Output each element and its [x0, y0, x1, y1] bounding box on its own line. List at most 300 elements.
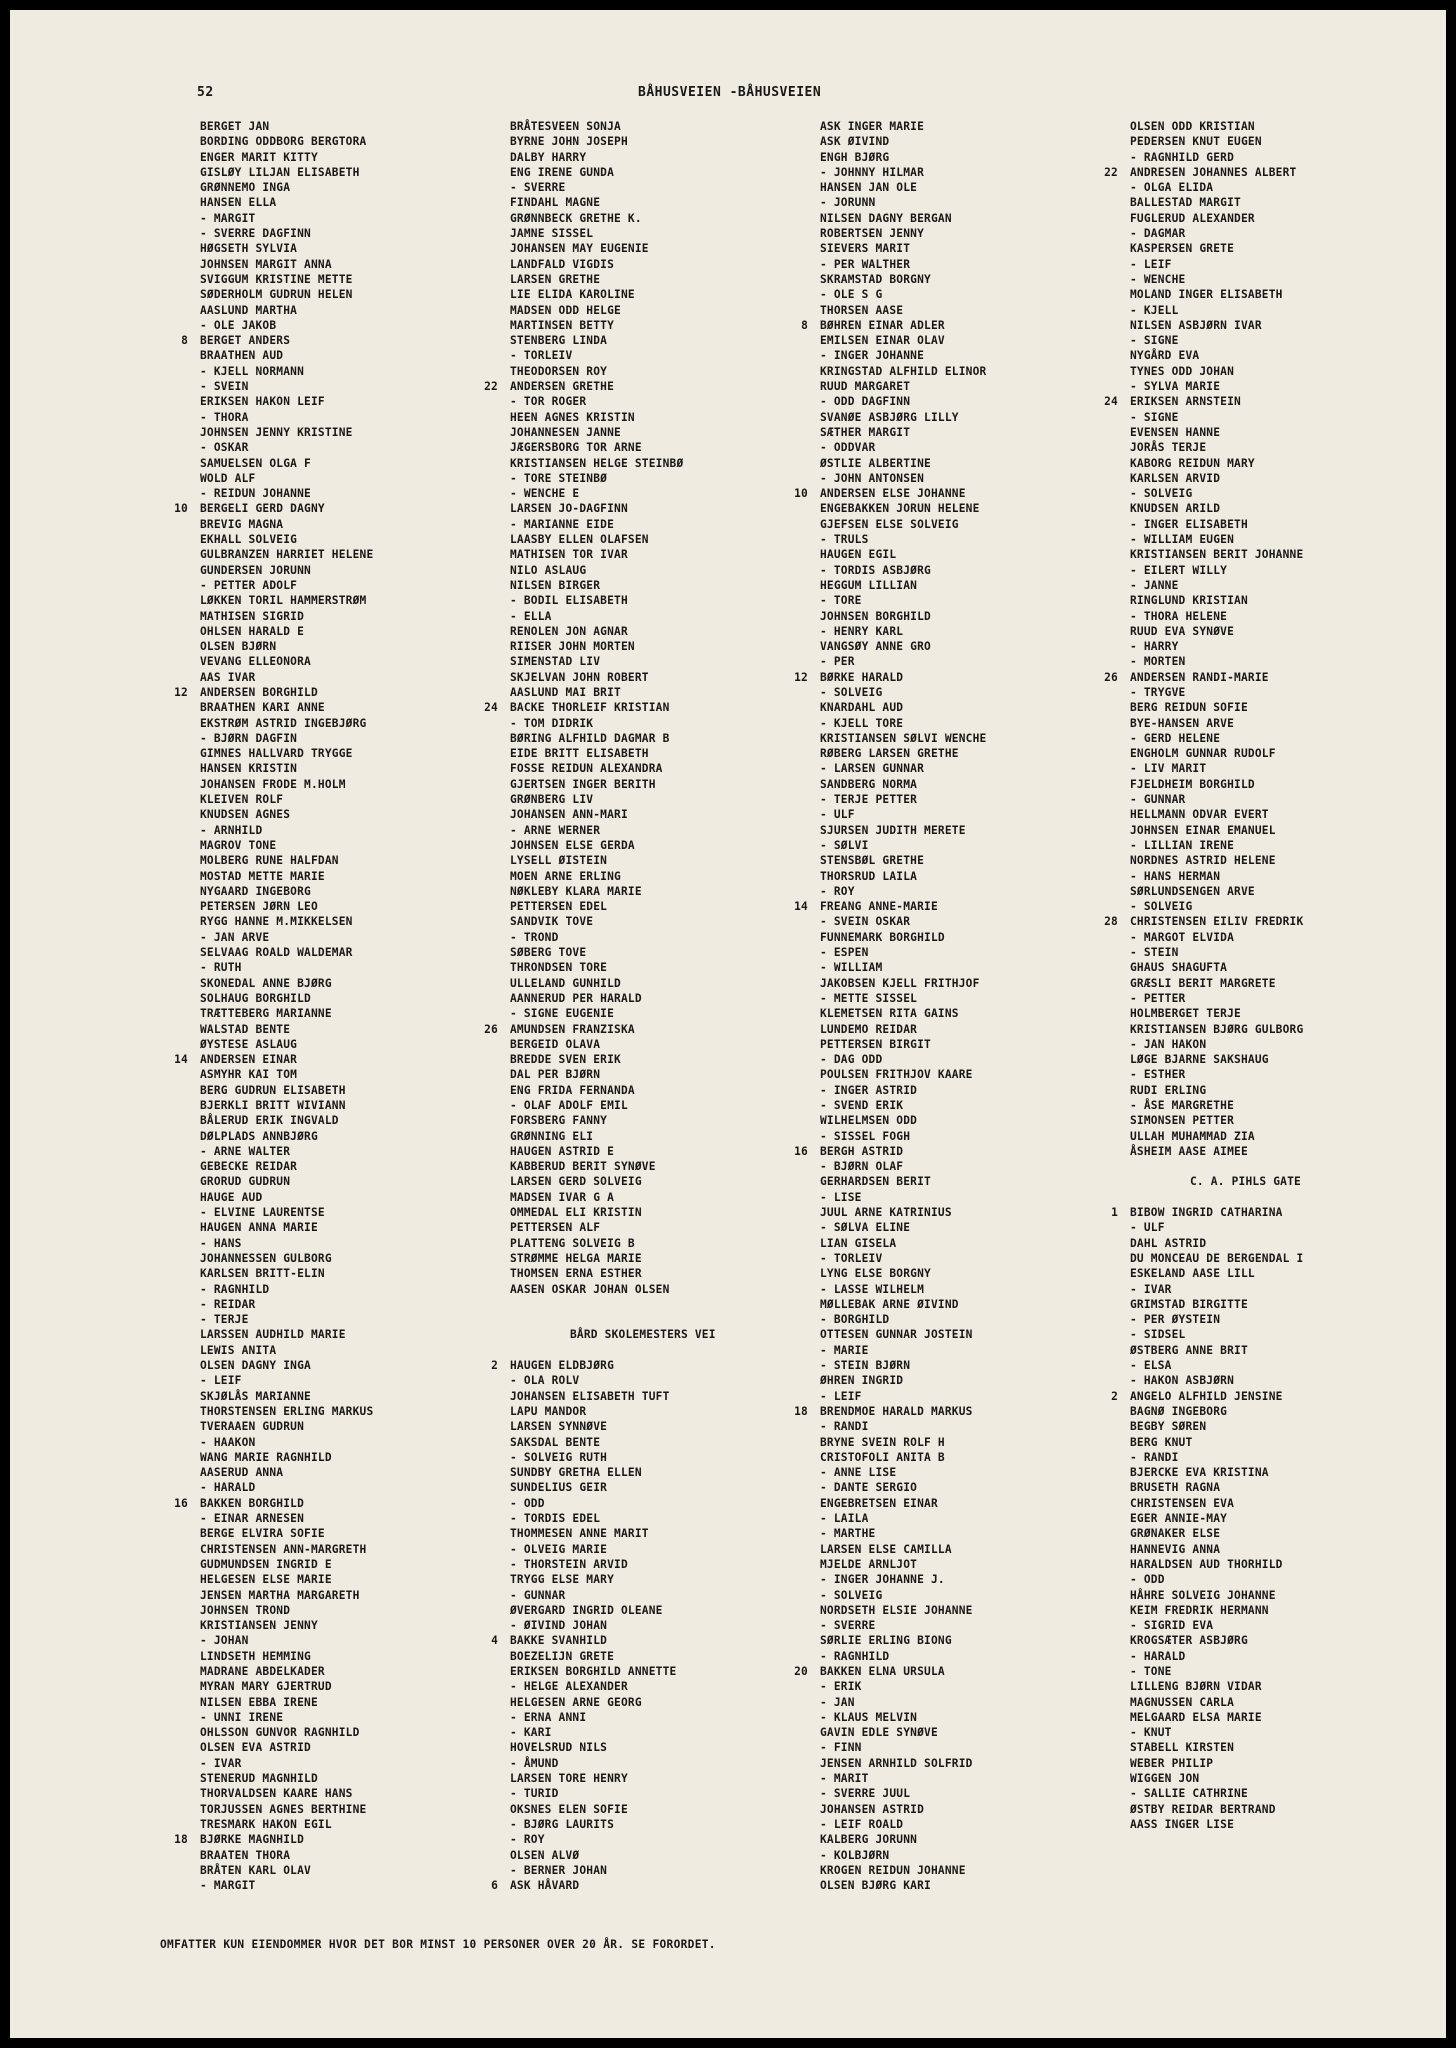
- resident-name: AASEN OSKAR JOHAN OLSEN: [510, 1282, 670, 1296]
- resident-entry: [1130, 1786, 1446, 1801]
- spacer: [510, 1297, 840, 1312]
- resident-entry: [820, 241, 1150, 256]
- resident-entry: [1104, 394, 1446, 409]
- resident-name: - SVEND ERIK: [820, 1099, 904, 1112]
- resident-name: SÆTHER MARGIT: [820, 425, 911, 439]
- resident-name: - LEIF: [200, 1374, 242, 1388]
- resident-name: OHLSSON GUNVOR RAGNHILD: [200, 1726, 360, 1740]
- resident-name: - SOLVEIG RUTH: [510, 1450, 608, 1464]
- resident-name: BRÅTEN KARL OLAV: [200, 1863, 311, 1877]
- resident-name: BAKKEN BORGHILD: [200, 1496, 305, 1510]
- resident-name: GRIMSTAD BIRGITTE: [1130, 1297, 1248, 1311]
- resident-name: JOHNSEN EINAR EMANUEL: [1130, 823, 1276, 837]
- resident-name: HAUGEN EGIL: [820, 548, 897, 562]
- resident-name: MAGNUSSEN CARLA: [1130, 1695, 1235, 1709]
- resident-name: - LISE: [820, 1190, 862, 1204]
- resident-entry: [820, 1633, 1150, 1648]
- resident-name: ØVERGARD INGRID OLEANE: [510, 1603, 663, 1617]
- resident-entry: [510, 1572, 840, 1587]
- resident-entry: [820, 1526, 1150, 1541]
- resident-entry: [1104, 165, 1446, 180]
- resident-entry: [491, 1358, 840, 1373]
- resident-name: BØRKE HARALD: [820, 670, 904, 684]
- resident-name: NYGAARD INGEBORG: [200, 884, 311, 898]
- resident-name: - OLGA ELIDA: [1130, 181, 1214, 195]
- resident-entry: [491, 1878, 840, 1893]
- resident-name: AAS IVAR: [200, 670, 256, 684]
- resident-entry: [200, 425, 530, 440]
- resident-entry: [820, 1190, 1150, 1205]
- resident-name: GUNDERSEN JORUNN: [200, 563, 311, 577]
- resident-name: KEIM FREDRIK HERMANN: [1130, 1603, 1269, 1617]
- resident-entry: [510, 593, 840, 608]
- resident-entry: [510, 1817, 840, 1832]
- resident-entry: [794, 1664, 1150, 1679]
- resident-name: RUDI ERLING: [1130, 1083, 1207, 1097]
- resident-name: - ESTHER: [1130, 1068, 1186, 1082]
- resident-name: - KOLBJØRN: [820, 1848, 890, 1862]
- resident-entry: [510, 1052, 840, 1067]
- resident-name: JOHNSEN TROND: [200, 1603, 291, 1617]
- resident-name: - INGER ELISABETH: [1130, 517, 1248, 531]
- resident-name: BRUSETH RAGNA: [1130, 1481, 1221, 1495]
- resident-entry: [1130, 1327, 1446, 1342]
- resident-entry: [820, 777, 1150, 792]
- resident-name: - TURID: [510, 1787, 559, 1801]
- resident-name: BÅLERUD ERIK INGVALD: [200, 1114, 339, 1128]
- resident-entry: [200, 639, 530, 654]
- resident-entry: [510, 1159, 840, 1174]
- resident-entry: [1111, 1205, 1446, 1220]
- resident-name: FINDAHL MAGNE: [510, 196, 601, 210]
- resident-name: CHRISTENSEN EILIV FREDRIK: [1130, 915, 1304, 929]
- resident-name: - SALLIE CATHRINE: [1130, 1787, 1248, 1801]
- resident-name: NILSEN DAGNY BERGAN: [820, 211, 952, 225]
- resident-name: - SØLVA ELINE: [820, 1221, 911, 1235]
- resident-name: DU MONCEAU DE BERGENDAL I: [1130, 1251, 1304, 1265]
- house-number: 22: [1104, 165, 1118, 179]
- resident-name: LARSSEN AUDHILD MARIE: [200, 1328, 346, 1342]
- resident-entry: [510, 1419, 840, 1434]
- resident-name: GEBECKE REIDAR: [200, 1160, 298, 1174]
- resident-entry: [820, 991, 1150, 1006]
- resident-name: ULLELAND GUNHILD: [510, 976, 621, 990]
- resident-entry: [820, 1572, 1150, 1587]
- resident-name: SIEVERS MARIT: [820, 242, 911, 256]
- resident-name: - SVERRE: [820, 1619, 876, 1633]
- resident-name: - HENRY KARL: [820, 624, 904, 638]
- resident-entry: [1130, 746, 1446, 761]
- resident-entry: [200, 1282, 530, 1297]
- resident-entry: [820, 731, 1150, 746]
- resident-entry: [510, 1832, 840, 1847]
- resident-name: FUNNEMARK BORGHILD: [820, 930, 945, 944]
- resident-name: - SVERRE JUUL: [820, 1787, 911, 1801]
- resident-name: OLSEN ALVØ: [510, 1848, 580, 1862]
- resident-name: LARSEN ELSE CAMILLA: [820, 1542, 952, 1556]
- house-number: 2: [1111, 1389, 1118, 1403]
- resident-name: JOHNSEN BORGHILD: [820, 609, 931, 623]
- resident-entry: [820, 1802, 1150, 1817]
- directory-page: [10, 10, 1446, 2038]
- resident-entry: [510, 1098, 840, 1113]
- resident-name: GIMNES HALLVARD TRYGGE: [200, 747, 353, 761]
- resident-name: - SVEIN: [200, 380, 249, 394]
- resident-name: VEVANG ELLEONORA: [200, 655, 311, 669]
- resident-entry: [820, 654, 1150, 669]
- resident-name: - SIDSEL: [1130, 1328, 1186, 1342]
- resident-entry: [820, 1511, 1150, 1526]
- resident-name: - THORSTEIN ARVID: [510, 1557, 628, 1571]
- resident-entry: [200, 1725, 530, 1740]
- resident-entry: [820, 1679, 1150, 1694]
- resident-name: OTTESEN GUNNAR JOSTEIN: [820, 1328, 973, 1342]
- resident-entry: [510, 914, 840, 929]
- resident-name: - SIGNE: [1130, 334, 1179, 348]
- resident-name: HELGESEN ELSE MARIE: [200, 1573, 332, 1587]
- resident-entry: [200, 1771, 530, 1786]
- resident-entry: [820, 1542, 1150, 1557]
- resident-name: - IVAR: [1130, 1282, 1172, 1296]
- resident-name: MOEN ARNE ERLING: [510, 869, 621, 883]
- resident-entry: [510, 1190, 840, 1205]
- resident-name: JUUL ARNE KATRINIUS: [820, 1206, 952, 1220]
- resident-name: - ARNE WERNER: [510, 823, 601, 837]
- resident-name: KARLSEN BRITT-ELIN: [200, 1267, 325, 1281]
- resident-entry: [820, 456, 1150, 471]
- resident-name: - ÅMUND: [510, 1756, 559, 1770]
- resident-name: - ROY: [820, 884, 855, 898]
- resident-name: - PER: [820, 655, 855, 669]
- resident-entry: [820, 1343, 1150, 1358]
- resident-name: BAGNØ INGEBORG: [1130, 1404, 1228, 1418]
- resident-name: HELLMANN ODVAR EVERT: [1130, 808, 1269, 822]
- resident-name: HAUGEN ANNA MARIE: [200, 1221, 318, 1235]
- resident-entry: [200, 1480, 530, 1495]
- resident-name: - ULF: [820, 808, 855, 822]
- resident-entry: [510, 609, 840, 624]
- resident-name: TVERAAEN GUDRUN: [200, 1420, 305, 1434]
- resident-name: KNARDAHL AUD: [820, 701, 904, 715]
- resident-name: ØSTLIE ALBERTINE: [820, 456, 931, 470]
- resident-entry: [510, 1389, 840, 1404]
- resident-name: GUDMUNDSEN INGRID E: [200, 1557, 332, 1571]
- resident-name: GRØNAKER ELSE: [1130, 1527, 1221, 1541]
- resident-entry: [820, 119, 1150, 134]
- resident-entry: [820, 716, 1150, 731]
- resident-name: ENG IRENE GUNDA: [510, 165, 615, 179]
- resident-name: WILHELMSEN ODD: [820, 1114, 918, 1128]
- resident-name: BRENDMOE HARALD MARKUS: [820, 1404, 973, 1418]
- resident-name: BORDING ODDBORG BERGTORA: [200, 135, 367, 149]
- resident-entry: [820, 1740, 1150, 1755]
- resident-name: - SIGNE EUGENIE: [510, 1007, 615, 1021]
- resident-name: SANDBERG NORMA: [820, 777, 918, 791]
- resident-entry: [510, 1542, 840, 1557]
- resident-name: KLEMETSEN RITA GAINS: [820, 1007, 959, 1021]
- resident-name: STRØMME HELGA MARIE: [510, 1251, 642, 1265]
- resident-name: JAKOBSEN KJELL FRITHJOF: [820, 976, 980, 990]
- resident-name: HÅHRE SOLVEIG JOHANNE: [1130, 1588, 1276, 1602]
- resident-entry: [510, 578, 840, 593]
- resident-entry: [174, 1052, 530, 1067]
- resident-name: SUNDBY GRETHA ELLEN: [510, 1466, 642, 1480]
- resident-name: LYNG ELSE BORGNY: [820, 1267, 931, 1281]
- house-number: 26: [1104, 670, 1118, 684]
- resident-entry: [200, 532, 530, 547]
- resident-name: - KNUT: [1130, 1726, 1172, 1740]
- resident-name: - LEIF ROALD: [820, 1817, 904, 1831]
- resident-entry: [510, 1129, 840, 1144]
- resident-entry: [510, 716, 840, 731]
- resident-entry: [510, 1496, 840, 1511]
- resident-entry: [820, 1603, 1150, 1618]
- resident-name: BERGE ELVIRA SOFIE: [200, 1527, 325, 1541]
- resident-entry: [820, 624, 1150, 639]
- resident-name: PETERSEN JØRN LEO: [200, 900, 318, 914]
- resident-entry: [1130, 1664, 1446, 1679]
- resident-entry: [200, 1174, 530, 1189]
- resident-entry: [174, 501, 530, 516]
- resident-entry: [200, 1526, 530, 1541]
- resident-entry: [1130, 333, 1446, 348]
- resident-entry: [1130, 1343, 1446, 1358]
- resident-name: BERGEID OLAVA: [510, 1037, 601, 1051]
- resident-name: - JOHN ANTONSEN: [820, 471, 925, 485]
- resident-name: MOLAND INGER ELISABETH: [1130, 288, 1283, 302]
- resident-name: ØSTBERG ANNE BRIT: [1130, 1343, 1248, 1357]
- resident-entry: [1130, 1542, 1446, 1557]
- resident-name: LINDSETH HEMMING: [200, 1649, 311, 1663]
- resident-name: MADRANE ABDELKADER: [200, 1664, 325, 1678]
- resident-name: JOHANSEN ANN-MARI: [510, 808, 628, 822]
- resident-entry: [200, 1343, 530, 1358]
- resident-name: TYNES ODD JOHAN: [1130, 364, 1235, 378]
- resident-entry: [200, 318, 530, 333]
- resident-name: KROGSÆTER ASBJØRG: [1130, 1634, 1248, 1648]
- resident-entry: [510, 1236, 840, 1251]
- resident-name: HAUGEN ASTRID E: [510, 1144, 615, 1158]
- resident-entry: [1130, 226, 1446, 241]
- resident-name: FUGLERUD ALEXANDER: [1130, 211, 1255, 225]
- resident-name: JOHNSEN JENNY KRISTINE: [200, 425, 353, 439]
- resident-entry: [820, 1557, 1150, 1572]
- resident-entry: [1130, 930, 1446, 945]
- resident-name: - ODD DAGFINN: [820, 395, 911, 409]
- resident-name: PETTERSEN EDEL: [510, 900, 608, 914]
- resident-entry: [510, 1037, 840, 1052]
- resident-entry: [1130, 884, 1446, 899]
- resident-entry: [200, 1664, 530, 1679]
- resident-name: AASERUD ANNA: [200, 1466, 284, 1480]
- resident-name: EVENSEN HANNE: [1130, 425, 1221, 439]
- resident-entry: [1130, 1557, 1446, 1572]
- resident-name: - TORDIS ASBJØRG: [820, 563, 931, 577]
- resident-entry: [1130, 563, 1446, 578]
- resident-entry: [820, 1465, 1150, 1480]
- resident-name: LARSEN SYNNØVE: [510, 1420, 608, 1434]
- resident-name: OMMEDAL ELI KRISTIN: [510, 1206, 642, 1220]
- resident-name: - TONE: [1130, 1664, 1172, 1678]
- house-number: 22: [484, 380, 498, 394]
- resident-entry: [820, 976, 1150, 991]
- resident-name: GJERTSEN INGER BERITH: [510, 777, 656, 791]
- resident-name: - SØLVI: [820, 838, 869, 852]
- resident-entry: [794, 899, 1150, 914]
- resident-entry: [200, 1190, 530, 1205]
- resident-name: BEGBY SØREN: [1130, 1420, 1207, 1434]
- resident-entry: [510, 991, 840, 1006]
- resident-entry: [510, 1450, 840, 1465]
- resident-name: - SOLVEIG: [820, 1588, 883, 1602]
- resident-name: VANGSØY ANNE GRO: [820, 640, 931, 654]
- resident-name: - ARNHILD: [200, 823, 263, 837]
- resident-entry: [510, 1526, 840, 1541]
- resident-name: - JOHNNY HILMAR: [820, 165, 925, 179]
- resident-name: - BODIL ELISABETH: [510, 594, 628, 608]
- resident-name: OLSEN EVA ASTRID: [200, 1741, 311, 1755]
- column-3: [794, 119, 1150, 1893]
- column-2: [484, 119, 840, 1893]
- resident-name: BJØRKE MAGNHILD: [200, 1833, 305, 1847]
- resident-name: - TORE: [820, 594, 862, 608]
- resident-name: - REIDUN JOHANNE: [200, 487, 311, 501]
- resident-name: HARALDSEN AUD THORHILD: [1130, 1557, 1283, 1571]
- resident-name: TRYGG ELSE MARY: [510, 1573, 615, 1587]
- resident-entry: [200, 731, 530, 746]
- resident-name: - ODDVAR: [820, 441, 876, 455]
- resident-name: - KJELL: [1130, 303, 1179, 317]
- resident-entry: [820, 1588, 1150, 1603]
- resident-entry: [510, 838, 840, 853]
- resident-entry: [510, 1740, 840, 1755]
- resident-entry: [200, 899, 530, 914]
- resident-name: - TORE STEINBØ: [510, 471, 608, 485]
- resident-entry: [200, 226, 530, 241]
- resident-name: BERGET JAN: [200, 120, 270, 133]
- resident-name: - JAN: [820, 1695, 855, 1709]
- spacer: [1130, 1159, 1446, 1174]
- resident-name: ANDERSEN BORGHILD: [200, 685, 318, 699]
- resident-entry: [510, 1756, 840, 1771]
- resident-name: - DANTE SERGIO: [820, 1481, 918, 1495]
- resident-entry: [1130, 547, 1446, 562]
- resident-entry: [1130, 1649, 1446, 1664]
- resident-entry: [1130, 654, 1446, 669]
- resident-entry: [820, 440, 1150, 455]
- resident-entry: [1130, 211, 1446, 226]
- resident-name: - WILLIAM: [820, 961, 883, 975]
- resident-name: NILSEN ASBJØRN IVAR: [1130, 318, 1262, 332]
- resident-entry: [200, 945, 530, 960]
- resident-entry: [510, 1251, 840, 1266]
- resident-entry: [174, 1496, 530, 1511]
- resident-entry: [200, 1297, 530, 1312]
- resident-name: SIMENSTAD LIV: [510, 655, 601, 669]
- house-number: 16: [174, 1496, 188, 1510]
- resident-entry: [1130, 1404, 1446, 1419]
- resident-name: MADSEN IVAR G A: [510, 1190, 615, 1204]
- house-number: 2: [491, 1359, 498, 1373]
- resident-name: SØRLIE ERLING BIONG: [820, 1634, 952, 1648]
- resident-entry: [1130, 639, 1446, 654]
- resident-name: - WILLIAM EUGEN: [1130, 533, 1235, 547]
- resident-name: NYGÅRD EVA: [1130, 349, 1200, 363]
- resident-entry: [510, 547, 840, 562]
- resident-entry: [820, 532, 1150, 547]
- resident-entry: [510, 1435, 840, 1450]
- resident-entry: [1130, 1312, 1446, 1327]
- resident-entry: [510, 746, 840, 761]
- resident-name: - PER ØYSTEIN: [1130, 1313, 1221, 1327]
- resident-entry: [484, 379, 840, 394]
- resident-name: NILO ASLAUG: [510, 563, 587, 577]
- resident-entry: [510, 1282, 840, 1297]
- house-number: 14: [794, 900, 808, 914]
- resident-entry: [820, 1695, 1150, 1710]
- resident-name: - ROY: [510, 1833, 545, 1847]
- resident-entry: [491, 1633, 840, 1648]
- resident-entry: [200, 1098, 530, 1113]
- resident-name: - JANNE: [1130, 578, 1179, 592]
- resident-entry: [510, 195, 840, 210]
- resident-entry: [820, 257, 1150, 272]
- resident-name: NORDNES ASTRID HELENE: [1130, 854, 1276, 868]
- resident-name: - LEIF: [1130, 257, 1172, 271]
- resident-name: ESKELAND AASE LILL: [1130, 1267, 1255, 1281]
- resident-entry: [820, 303, 1150, 318]
- resident-entry: [200, 1129, 530, 1144]
- resident-entry: [200, 241, 530, 256]
- resident-name: RØBERG LARSEN GRETHE: [820, 747, 959, 761]
- resident-name: JENSEN MARTHA MARGARETH: [200, 1588, 360, 1602]
- resident-entry: [794, 1404, 1150, 1419]
- resident-name: KRISTIANSEN JENNY: [200, 1619, 318, 1633]
- resident-entry: [200, 792, 530, 807]
- resident-entry: [510, 1465, 840, 1480]
- resident-entry: [200, 517, 530, 532]
- resident-entry: [820, 517, 1150, 532]
- resident-entry: [820, 578, 1150, 593]
- house-number: 10: [174, 502, 188, 516]
- resident-name: - PETTER ADOLF: [200, 578, 298, 592]
- resident-name: STABELL KIRSTEN: [1130, 1741, 1235, 1755]
- resident-name: - BJØRG LAURITS: [510, 1817, 615, 1831]
- resident-name: - TOR ROGER: [510, 395, 587, 409]
- resident-entry: [200, 195, 530, 210]
- resident-entry: [200, 257, 530, 272]
- resident-entry: [200, 1695, 530, 1710]
- resident-name: THORVALDSEN KAARE HANS: [200, 1787, 353, 1801]
- resident-entry: [820, 272, 1150, 287]
- resident-name: - MORTEN: [1130, 655, 1186, 669]
- resident-name: - JAN HAKON: [1130, 1037, 1207, 1051]
- resident-entry: [510, 1205, 840, 1220]
- resident-name: BOEZELIJN GRETE: [510, 1649, 615, 1663]
- resident-entry: [820, 823, 1150, 838]
- resident-entry: [820, 1266, 1150, 1281]
- resident-name: - TORDIS EDEL: [510, 1512, 601, 1526]
- resident-name: - ODD: [510, 1496, 545, 1510]
- resident-entry: [820, 1649, 1150, 1664]
- resident-name: KNUDSEN ARILD: [1130, 502, 1221, 516]
- resident-entry: [820, 1282, 1150, 1297]
- resident-name: BERGET ANDERS: [200, 334, 291, 348]
- resident-entry: [1130, 593, 1446, 608]
- resident-name: - TRULS: [820, 533, 869, 547]
- resident-name: - ERIK: [820, 1680, 862, 1694]
- resident-entry: [510, 976, 840, 991]
